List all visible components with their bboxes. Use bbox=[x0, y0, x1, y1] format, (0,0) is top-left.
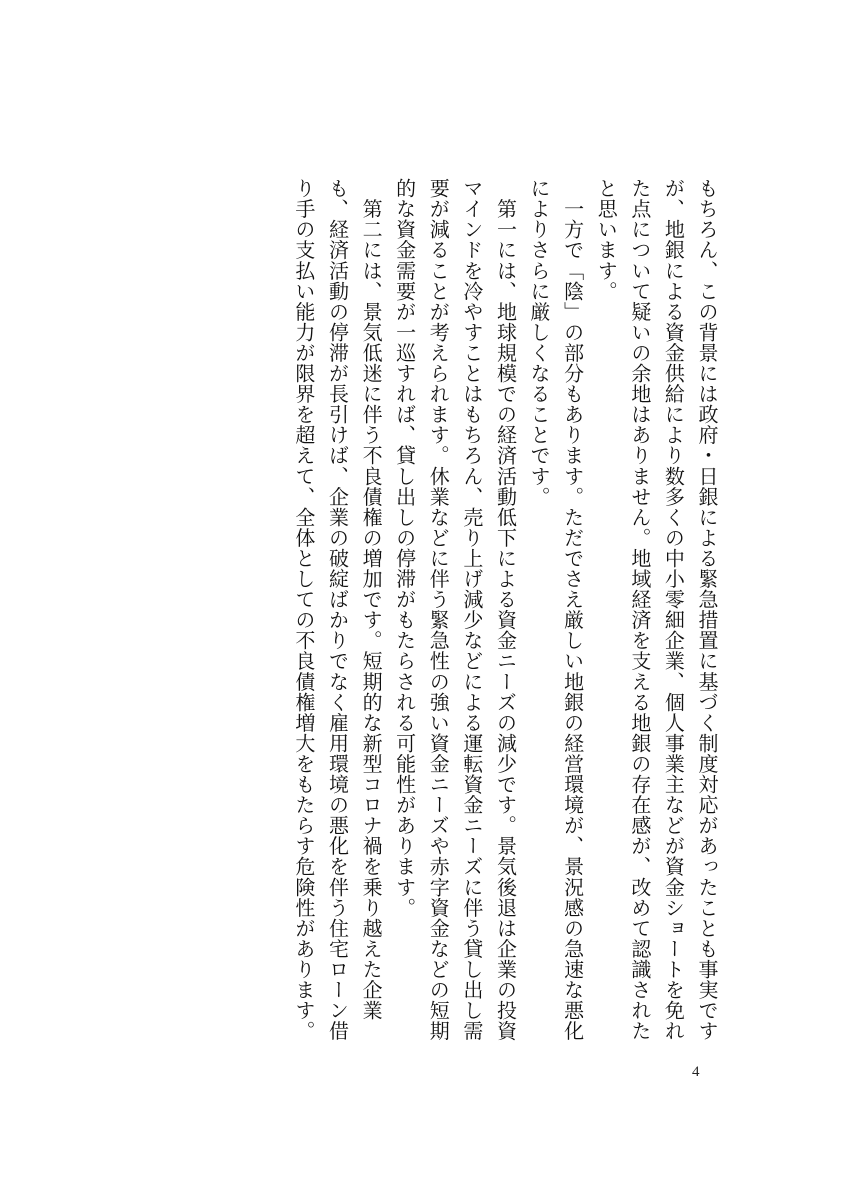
paragraph: 一方で「陰」の部分もあります。ただでさえ厳しい地銀の経営環境が、景況感の急速な悪化によりさらに厳しくなることです。 bbox=[527, 178, 585, 1042]
paragraph: 第二には、景気低迷に伴う不良債権の増加です。短期的な新型コロナ禍を乗り越えた企業も、経済活動の停滞が長引けば、企業の破綻ばかりでなく雇用環境の悪化を伴う住宅ローン借り手の支払い能力が限界を超えて、全体としての不良債権増大をもたらす危険性があります。 bbox=[291, 178, 384, 1042]
page-number: 4 bbox=[692, 1064, 700, 1080]
body-text bbox=[163, 178, 723, 1048]
paragraph: もちろん、この背景には政府・日銀による緊急措置に基づく制度対応があったことも事実ですが、地銀による資金供給により数多くの中小零細企業、個人事業主などが資金ショートを免れた点について疑いの余地はありません。地域経済を支える地銀の存在感が、改めて認識されたと思います。 bbox=[594, 178, 719, 1042]
paragraph: 第一には、地球規模での経済活動低下による資金ニーズの減少です。景気後退は企業の投資マインドを冷やすことはもちろん、売り上げ減少などによる運転資金ニーズに伴う貸し出し需要が減ることが考えられます。休業などに伴う緊急性の強い資金ニーズや赤字資金などの短期的な資金需要が一巡すれば、貸し出しの停滞がもたらされる可能性があります。 bbox=[392, 178, 518, 1042]
